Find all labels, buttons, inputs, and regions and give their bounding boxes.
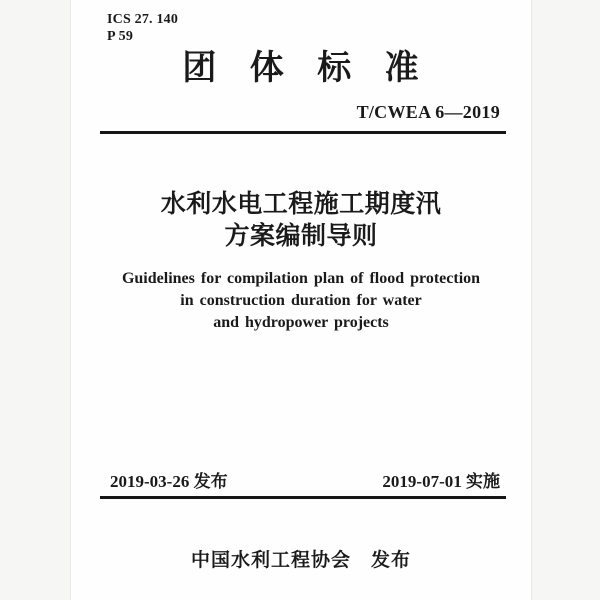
issue-date: 2019-03-26 发布 [110,472,228,491]
ics-block [107,12,178,45]
chinese-title-line1: 水利水电工程施工期度汛 [160,190,442,218]
english-title [70,268,532,334]
standard-number: T/CWEA 6—2019 [356,102,500,122]
english-title-line2: in construction duration for water [180,292,422,309]
english-title-line3: and hydropower projects [213,314,389,331]
standard-type-heading: 团 体 标 准 [182,49,420,87]
dates-row [110,471,500,493]
implementation-date: 2019-07-01 实施 [382,472,500,491]
chinese-title-line2: 方案编制导则 [224,222,378,250]
english-title-line1: Guidelines for compilation plan of flood protection [121,270,481,287]
doc-class-code: P 59 [107,28,134,44]
chinese-title [70,188,532,252]
top-rule [100,131,506,134]
bottom-rule [100,496,506,499]
ics-code: ICS 27. 140 [107,12,179,27]
publisher-line: 中国水利工程协会 发布 [190,550,411,571]
